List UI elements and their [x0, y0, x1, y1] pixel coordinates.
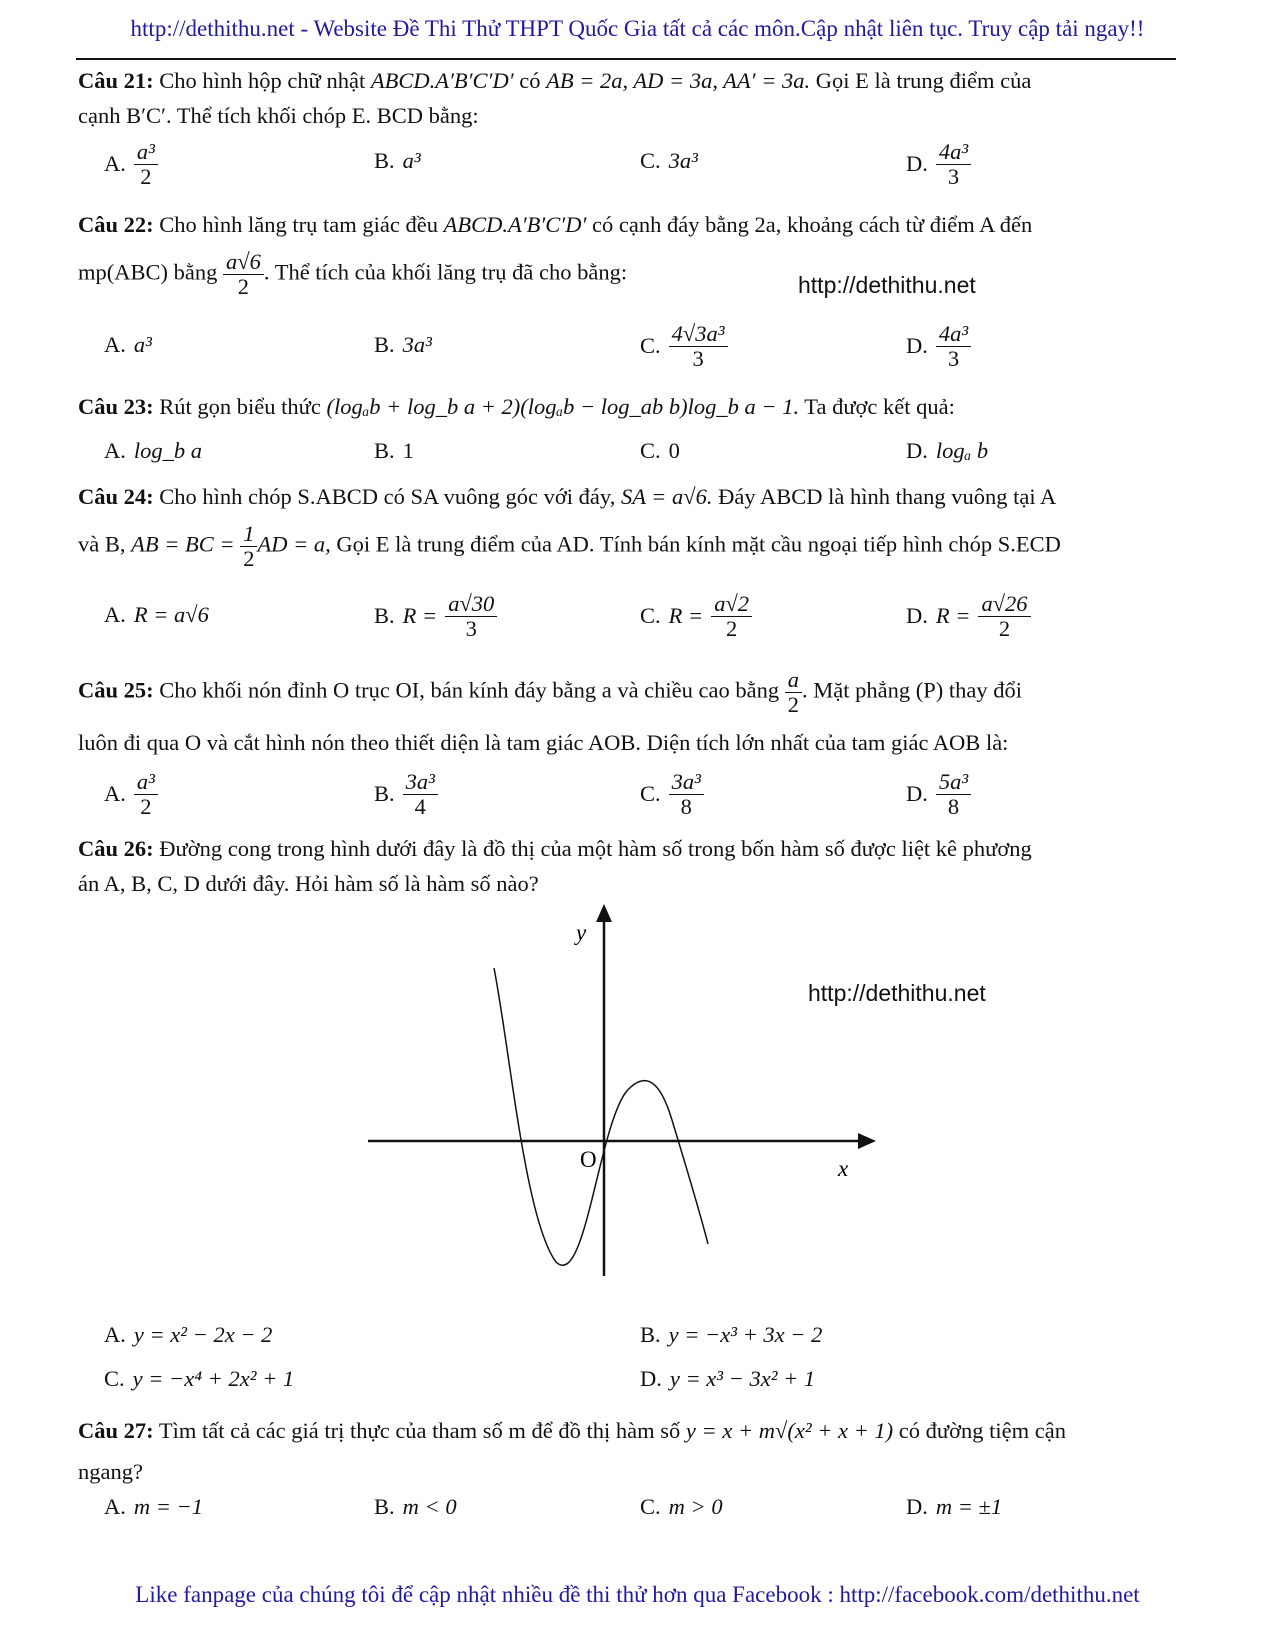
q21-text-a: Cho hình hộp chữ nhật [159, 68, 366, 93]
q21-text-b: có [519, 68, 541, 93]
q24-answer-a[interactable]: A. R = a√6 [104, 602, 209, 627]
q23-answer-c[interactable]: C. 0 [640, 438, 680, 463]
page-header: http://dethithu.net - Website Đề Thi Thử THPT Quốc Gia tất cả các môn.Cập nhật liên tục. Truy cập tải ngay!! [130, 16, 1145, 41]
q22-line1: Câu 22: Cho hình lăng trụ tam giác đều ABCD.A′B′C′D′ có cạnh đáy bằng 2a, khoảng cách từ điểm A đến [78, 212, 1033, 237]
question-25: Câu 25: Cho khối nón đỉnh O trục OI, bán kính đáy bằng a và chiều cao bằng $\frac{a}{2}$ . Mặt phẳng (P) thay đổi [78, 667, 1022, 717]
q25-answer-d[interactable]: D. $\frac{\text{5a³}}{8}$ [906, 770, 971, 818]
question-23: Câu 23: Rút gọn biểu thức (logₐb + log_b a + 2)(logₐb − log_ab b)log_b a − 1. Ta được kết quả: [78, 394, 955, 419]
q22-answer-d[interactable]: D. $\frac{\text{4a³}}{3}$ [906, 322, 971, 370]
watermark-2: http://dethithu.net [808, 980, 986, 1006]
q26-answer-a[interactable]: A. y = x² − 2x − 2 [104, 1322, 273, 1347]
q24-line2: và B, AB = BC = $\frac{1}{2}$ AD = a, Gọi E là trung điểm của AD. Tính bán kính mặt cầu ngoại tiếp hình chóp S.ECD [78, 521, 1061, 571]
y-axis-label: y [576, 920, 587, 945]
y-axis-arrow [596, 904, 612, 922]
q24-answer-c[interactable]: C. R = $\frac{a√2}{2}$ [640, 592, 752, 640]
q24-label: Câu 24: [78, 484, 154, 509]
q27-answer-c[interactable]: C. m > 0 [640, 1494, 723, 1519]
q23-answer-a[interactable]: A. log_b a [104, 438, 203, 463]
q25-label: Câu 25: [78, 677, 154, 703]
q21-line2: cạnh B′C′. Thể tích khối chóp E. BCD bằng: [78, 102, 479, 128]
q22-line2: mp(ABC) bằng $\frac{a√6}{2}$ . Thể tích của khối lăng trụ đã cho bằng: [78, 249, 628, 299]
q21-math-b: AB = 2a, AD = 3a, AA′ = 3a. [546, 68, 811, 93]
q25-answer-a[interactable]: A. $\frac{\text{a³}}{2}$ [104, 770, 158, 818]
q23-label: Câu 23: [78, 394, 154, 419]
q27-line2: ngang? [78, 1458, 143, 1484]
q23-answer-d[interactable]: D. logₐ b [906, 438, 989, 463]
question-27: Câu 27: Tìm tất cả các giá trị thực của tham số m để đồ thị hàm số y = x + m√(x² + x + 1) có đường tiệm cận ngang? [78, 1414, 1178, 1490]
q21-text-c: Gọi E là trung điểm của [815, 68, 1032, 93]
x-axis-arrow [858, 1133, 876, 1149]
q23-answer-b[interactable]: B. 1 [374, 438, 414, 463]
q25-answer-b[interactable]: B. $\frac{\text{3a³}}{4}$ [374, 770, 438, 818]
q21-answer-b[interactable]: B. a³ [374, 148, 421, 173]
q27-answer-b[interactable]: B. m < 0 [374, 1494, 457, 1519]
q25-answer-c[interactable]: C. $\frac{\text{3a³}}{8}$ [640, 770, 704, 818]
q22-answer-c[interactable]: C. $\frac{\text{4√3a³}}{3}$ [640, 322, 728, 370]
q21-label: Câu 21: [78, 68, 154, 93]
q26-answer-b[interactable]: B. y = −x³ + 3x − 2 [640, 1322, 823, 1347]
q24-answer-b[interactable]: B. R = $\frac{a√30}{3}$ [374, 592, 497, 640]
page-footer[interactable]: Like fanpage của chúng tôi để cập nhật nhiều đề thi thử hơn qua Facebook : http://facebook.com/dethithu.net [135, 1582, 1140, 1607]
q26-answer-d[interactable]: D. y = x³ − 3x² + 1 [640, 1366, 816, 1391]
q27-label: Câu 27: [78, 1418, 154, 1443]
q27-answer-d[interactable]: D. m = ±1 [906, 1494, 1003, 1519]
q24-answer-d[interactable]: D. R = $\frac{a√26}{2}$ [906, 592, 1031, 640]
function-curve [494, 968, 708, 1265]
q27-answer-a[interactable]: A. m = −1 [104, 1494, 203, 1519]
x-axis-label: x [838, 1156, 849, 1181]
q25-line2: luôn đi qua O và cắt hình nón theo thiết diện là tam giác AOB. Diện tích lớn nhất của tam giác AOB là: [78, 730, 1009, 755]
q22-label: Câu 22: [78, 212, 154, 237]
q21-answer-a[interactable]: A. $\frac{\text{a³}}{2}$ [104, 140, 158, 188]
origin-label: O [580, 1147, 597, 1172]
q21-answer-d[interactable]: D. $\frac{\text{4a³}}{3}$ [906, 140, 971, 188]
q22-answer-b[interactable]: B. 3a³ [374, 332, 432, 357]
q26-label: Câu 26: [78, 836, 154, 861]
question-26: Câu 26: Đường cong trong hình dưới đây là đồ thị của một hàm số trong bốn hàm số được liệt kê phương án A, B, C, D dưới đây. Hỏi hàm số là hàm số nào? [78, 832, 1178, 902]
q26-answer-c[interactable]: C. y = −x⁴ + 2x² + 1 [104, 1366, 295, 1391]
q21-answer-c[interactable]: C. 3a³ [640, 148, 698, 173]
watermark-1: http://dethithu.net [798, 272, 976, 298]
q26-line2: án A, B, C, D dưới đây. Hỏi hàm số là hàm số nào? [78, 870, 539, 896]
q22-answer-a[interactable]: A. a³ [104, 332, 152, 357]
q21-math-a: ABCD.A′B′C′D′ [370, 68, 514, 93]
question-24: Câu 24: Cho hình chóp S.ABCD có SA vuông góc với đáy, SA = a√6. Đáy ABCD là hình thang vuông tại A [78, 484, 1057, 509]
